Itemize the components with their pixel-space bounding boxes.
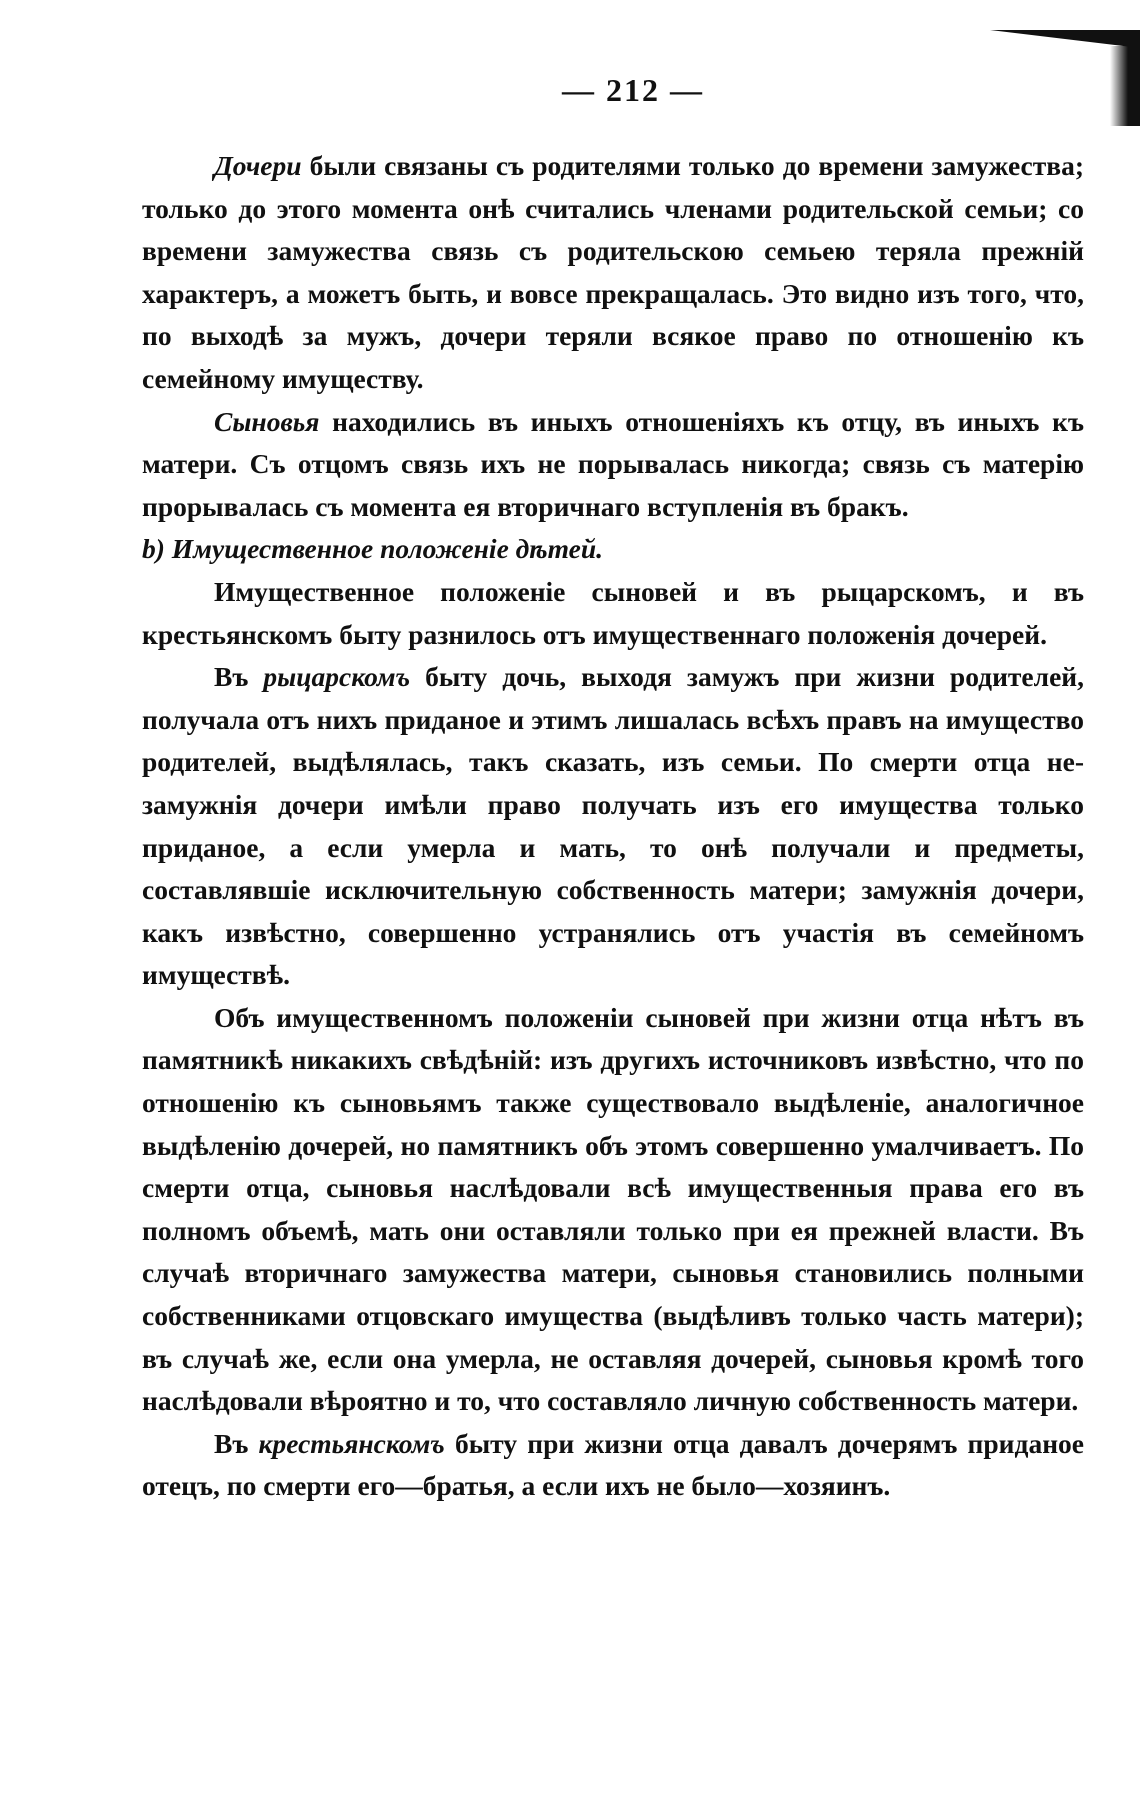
emphasis-term: Сыновья [214, 405, 320, 437]
body-text [142, 145, 1084, 1508]
paragraph-sons-property [142, 997, 1084, 1423]
emphasis-term: рыцарскомъ [263, 661, 411, 693]
paragraph-prefix: Въ [214, 1427, 259, 1459]
paragraph-text: находились въ иныхъ отношеніяхъ къ отцу, въ иныхъ къ матери. Съ отцомъ связь ихъ не порывалась никогда; связь съ матерію прорывалась съ момента ея вторичнаго вступленія въ бракъ. [142, 405, 1084, 522]
section-heading-marker: b) [142, 533, 165, 565]
paragraph-text: быту при жизни отца давалъ дочерямъ приданое отецъ, по смерти его—братья, а если ихъ не было—хозяинъ. [142, 1427, 1084, 1502]
paragraph-text: были связаны съ родителями только до времени замужества; только до этого момента онѣ считались членами родительской семьи; со времени замужества связь съ родительскою семьею теряла прежній характеръ, а можетъ быть, и вовсе прекращалась. Это видно изъ того, что, по выходѣ за мужъ, дочери теряли всякое право по отношенію къ семейному имуществу. [142, 150, 1084, 394]
paragraph-daughters [142, 145, 1084, 401]
paragraph-knightly [142, 656, 1084, 997]
paragraph-text: Имущественное положеніе сыновей и въ рыцарскомъ, и въ крестьянскомъ быту разнилось отъ имущественнаго положенія дочерей. [142, 575, 1084, 650]
emphasis-term: Дочери [214, 150, 302, 181]
paragraph-sons [142, 401, 1084, 529]
paragraph-peasant [142, 1423, 1084, 1508]
paragraph-property-status [142, 571, 1084, 656]
page-number: — 212 — [562, 72, 704, 108]
section-heading [142, 528, 1084, 571]
paragraph-text: быту дочь, выходя замужъ при жизни родителей, получала отъ нихъ приданое и этимъ лишалась всѣхъ правъ на имущество родителей, выдѣлялась, такъ сказать, изъ семьи. По смерти отца не-замужнія дочери имѣли право получать изъ его имущества только приданое, а если умерла и мать, то онѣ получали и предметы, составлявшіе исключительную собственность матери; замужнія дочери, какъ извѣстно, совершенно устранялись отъ участія въ семейномъ имуществѣ. [142, 661, 1084, 991]
emphasis-term: крестьянскомъ [258, 1427, 445, 1459]
paragraph-prefix: Въ [214, 661, 264, 693]
section-heading-text: Имущественное положеніе дѣтей. [164, 533, 604, 565]
book-page [142, 62, 1084, 1508]
scan-edge-shadow [1110, 46, 1140, 126]
paragraph-text: Объ имущественномъ положеніи сыновей при жизни отца нѣтъ въ памятникѣ никакихъ свѣдѣній: изъ другихъ источниковъ извѣстно, что по отношенію къ сыновьямъ также существовало выдѣленіе, аналогичное выдѣленію дочерей, но памятникъ объ этомъ совершенно умалчиваетъ. По смерти отца, сыновья наслѣдовали всѣ имущественныя права его въ полномъ объемѣ, мать они оставляли только при ея прежней власти. Въ случаѣ вторичнаго замужества матери, сыновья становились полными собственниками отцовскаго имущества (выдѣливъ только часть матери); въ случаѣ же, если она умерла, не оставляя дочерей, сыновья кромѣ того наслѣдовали вѣроятно и то, что составляло личную собственность матери. [142, 1001, 1084, 1417]
